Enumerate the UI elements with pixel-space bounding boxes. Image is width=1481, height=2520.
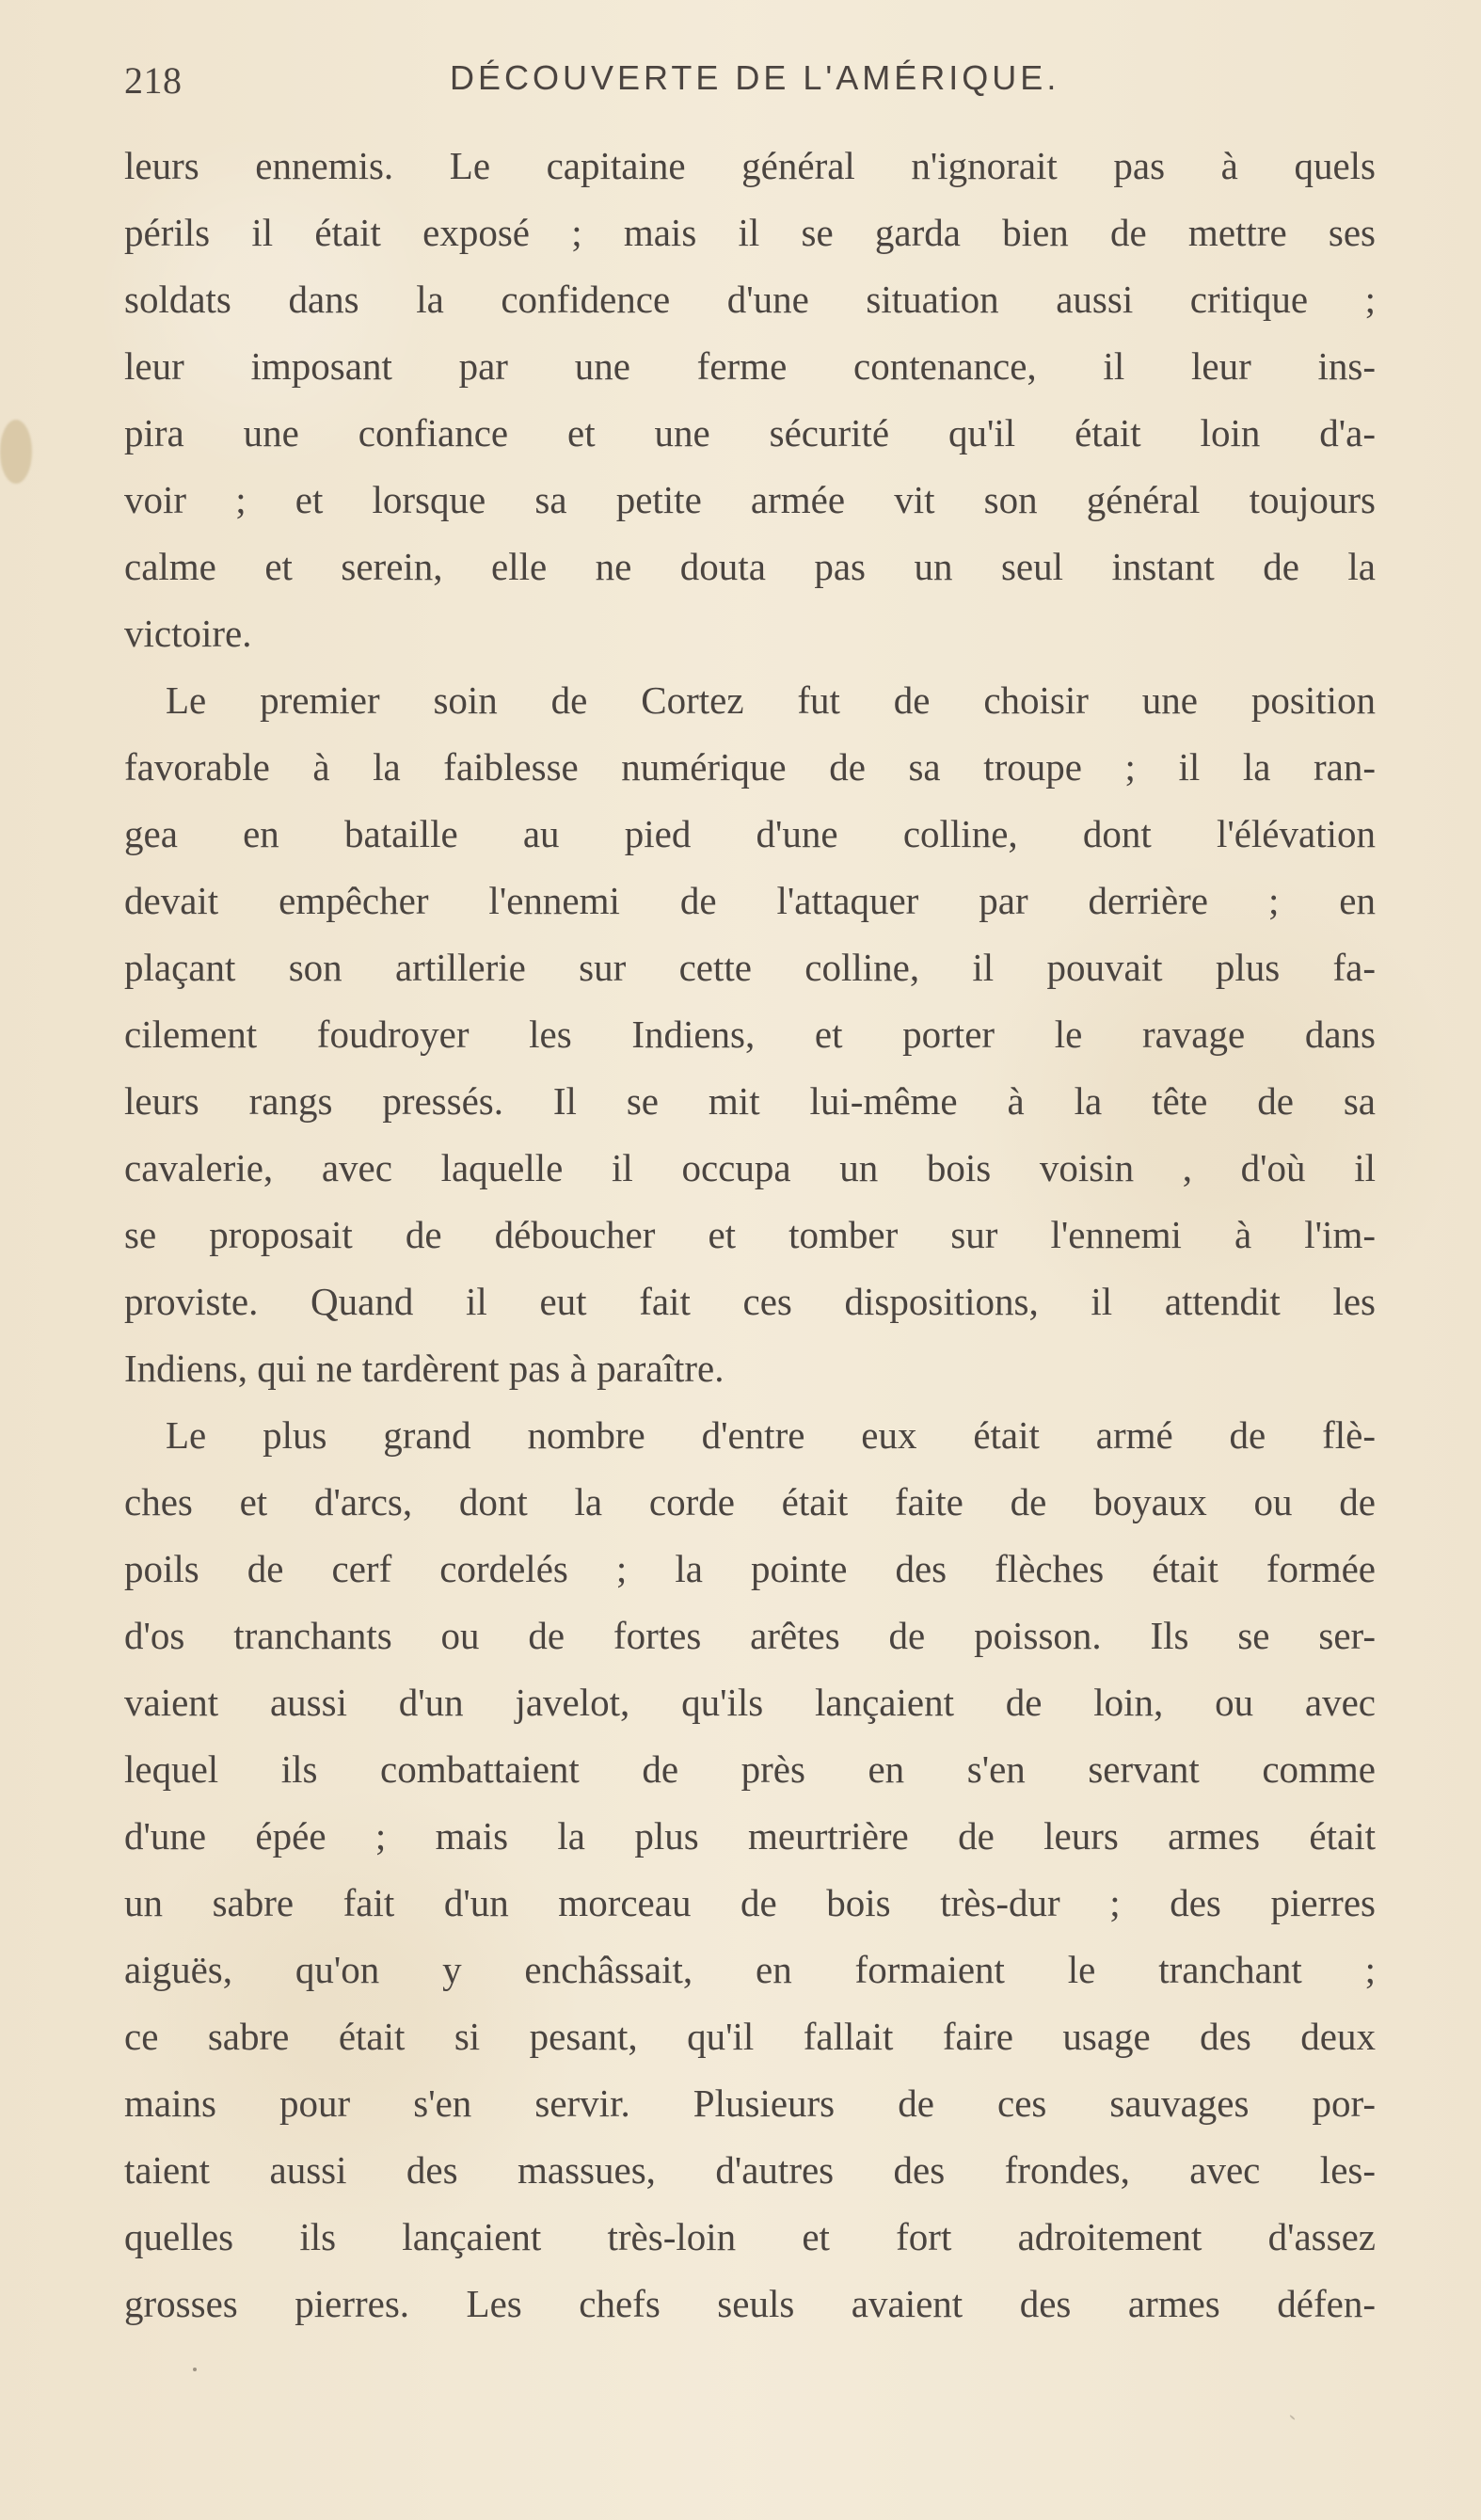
text-line-13: plaçant son artillerie sur cette colline, il pouvait plus fa- — [124, 946, 1376, 989]
running-head — [124, 58, 1372, 111]
text-line-10: favorable à la faiblesse numérique de sa troupe ; il la ran- — [124, 745, 1376, 789]
text-line-20: Le plus grand nombre d'entre eux était armé de flè- — [166, 1413, 1376, 1457]
text-line-33: grosses pierres. Les chefs seuls avaient des armes défen- — [124, 2282, 1376, 2325]
text-line-15: leurs rangs pressés. Il se mit lui-même à la tête de sa — [124, 1079, 1376, 1123]
text-line-18: proviste. Quand il eut fait ces dispositions, il attendit les — [124, 1280, 1376, 1323]
text-line-8: victoire. — [124, 612, 252, 655]
page-number: 218 — [124, 59, 183, 102]
text-line-2: périls il était exposé ; mais il se garda bien de mettre ses — [124, 211, 1376, 254]
paper-mark — [1289, 2415, 1296, 2420]
text-line-3: soldats dans la confidence d'une situation aussi critique ; — [124, 278, 1376, 321]
text-line-27: un sabre fait d'un morceau de bois très-dur ; des pierres — [124, 1881, 1376, 1924]
text-line-32: quelles ils lançaient très-loin et fort adroitement d'assez — [124, 2215, 1376, 2258]
text-line-16: cavalerie, avec laquelle il occupa un bois voisin , d'où il — [124, 1146, 1376, 1189]
text-line-31: taient aussi des massues, d'autres des frondes, avec les- — [124, 2148, 1376, 2192]
text-line-21: ches et d'arcs, dont la corde était faite de boyaux ou de — [124, 1480, 1376, 1523]
text-line-23: d'os tranchants ou de fortes arêtes de poisson. Ils se ser- — [124, 1614, 1376, 1657]
page-header: DÉCOUVERTE DE L'AMÉRIQUE. — [450, 58, 1060, 97]
text-line-11: gea en bataille au pied d'une colline, dont l'élévation — [124, 812, 1376, 855]
body-text — [124, 133, 1376, 2337]
text-line-30: mains pour s'en servir. Plusieurs de ces sauvages por- — [124, 2081, 1376, 2125]
text-line-6: voir ; et lorsque sa petite armée vit son général toujours — [124, 478, 1376, 521]
text-line-14: cilement foudroyer les Indiens, et porter le ravage dans — [124, 1013, 1376, 1056]
text-line-4: leur imposant par une ferme contenance, il leur ins- — [124, 344, 1376, 388]
text-line-1: leurs ennemis. Le capitaine général n'ignorait pas à quels — [124, 144, 1376, 187]
text-line-22: poils de cerf cordelés ; la pointe des flèches était formée — [124, 1547, 1376, 1590]
text-line-5: pira une confiance et une sécurité qu'il était loin d'a- — [124, 411, 1376, 455]
text-line-24: vaient aussi d'un javelot, qu'ils lançaient de loin, ou avec — [124, 1681, 1376, 1724]
text-line-29: ce sabre était si pesant, qu'il fallait faire usage des deux — [124, 2015, 1376, 2058]
text-line-17: se proposait de déboucher et tomber sur l'ennemi à l'im- — [124, 1213, 1376, 1256]
text-line-9: Le premier soin de Cortez fut de choisir une position — [166, 678, 1376, 722]
paper-speck — [193, 2368, 197, 2371]
text-line-7: calme et serein, elle ne douta pas un seul instant de la — [124, 545, 1376, 588]
text-line-19: Indiens, qui ne tardèrent pas à paraître. — [124, 1347, 725, 1390]
text-line-28: aiguës, qu'on y enchâssait, en formaient le tranchant ; — [124, 1948, 1376, 1991]
paper-stain — [0, 420, 32, 484]
text-line-26: d'une épée ; mais la plus meurtrière de leurs armes était — [124, 1814, 1376, 1858]
text-line-12: devait empêcher l'ennemi de l'attaquer par derrière ; en — [124, 879, 1376, 922]
text-line-25: lequel ils combattaient de près en s'en servant comme — [124, 1747, 1376, 1791]
